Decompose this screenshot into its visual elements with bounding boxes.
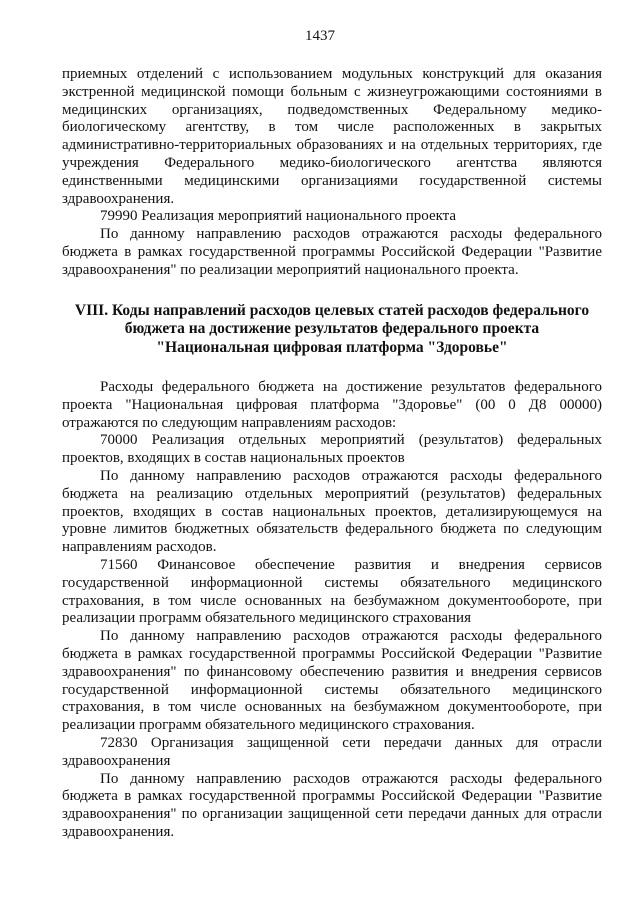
paragraph: 72830 Организация защищенной сети передачи данных для отрасли здравоохранения xyxy=(62,735,602,769)
page-number: 1437 xyxy=(305,28,335,44)
paragraph: приемных отделений с использованием модульных конструкций для оказания экстренной медицинской помощи больным с жизнеугрожающими состояниями в медицинских организациях, подведомственных Федеральному медико-биологическому агентству, в том числе расположенных в закрытых административно-территориальных образованиях и на отдельных территориях, где учреждения Федерального медико-биологического агентства являются единственными медицинскими организациями государственной системы здравоохранения. xyxy=(62,66,602,207)
paragraph: 71560 Финансовое обеспечение развития и внедрения сервисов государственной информационной системы обязательного медицинского страхования, в том числе основанных на безбумажном документообороте, при реализации программ обязательного медицинского страхования xyxy=(62,557,602,627)
paragraph: По данному направлению расходов отражаются расходы федерального бюджета в рамках государственной программы Российской Федерации "Развитие здравоохранения" по финансовому обеспечению развития и внедрения сервисов государственной информационной системы обязательного медицинского страхования, в том числе основанных на безбумажном документообороте, при реализации программ обязательного медицинского страхования. xyxy=(62,628,602,734)
paragraph: Расходы федерального бюджета на достижение результатов федерального проекта "Национальная цифровая платформа "Здоровье" (00 0 Д8 00000) отражаются по следующим направлениям расходов: xyxy=(62,379,602,431)
section-heading: VIII. Коды направлений расходов целевых статей расходов федерального бюджета на достижение результатов федерального проекта "Национальная цифровая платформа "Здоровье" xyxy=(74,301,590,356)
paragraph: По данному направлению расходов отражаются расходы федерального бюджета на реализацию отдельных мероприятий (результатов) федеральных проектов, входящих в состав национальных проектов, детализирующемуся на уровне лимитов бюджетных обязательств федерального бюджета по следующим направлениям расходов. xyxy=(62,468,602,556)
document-body xyxy=(62,66,602,842)
paragraph: 79990 Реализация мероприятий национального проекта xyxy=(100,208,457,225)
paragraph: По данному направлению расходов отражаются расходы федерального бюджета в рамках государственной программы Российской Федерации "Развитие здравоохранения" по реализации мероприятий национального проекта. xyxy=(62,226,602,278)
paragraph: По данному направлению расходов отражаются расходы федерального бюджета в рамках государственной программы Российской Федерации "Развитие здравоохранения" по организации защищенной сети передачи данных для отрасли здравоохранения. xyxy=(62,770,602,840)
paragraph: 70000 Реализация отдельных мероприятий (результатов) федеральных проектов, входящих в состав национальных проектов xyxy=(62,432,602,467)
